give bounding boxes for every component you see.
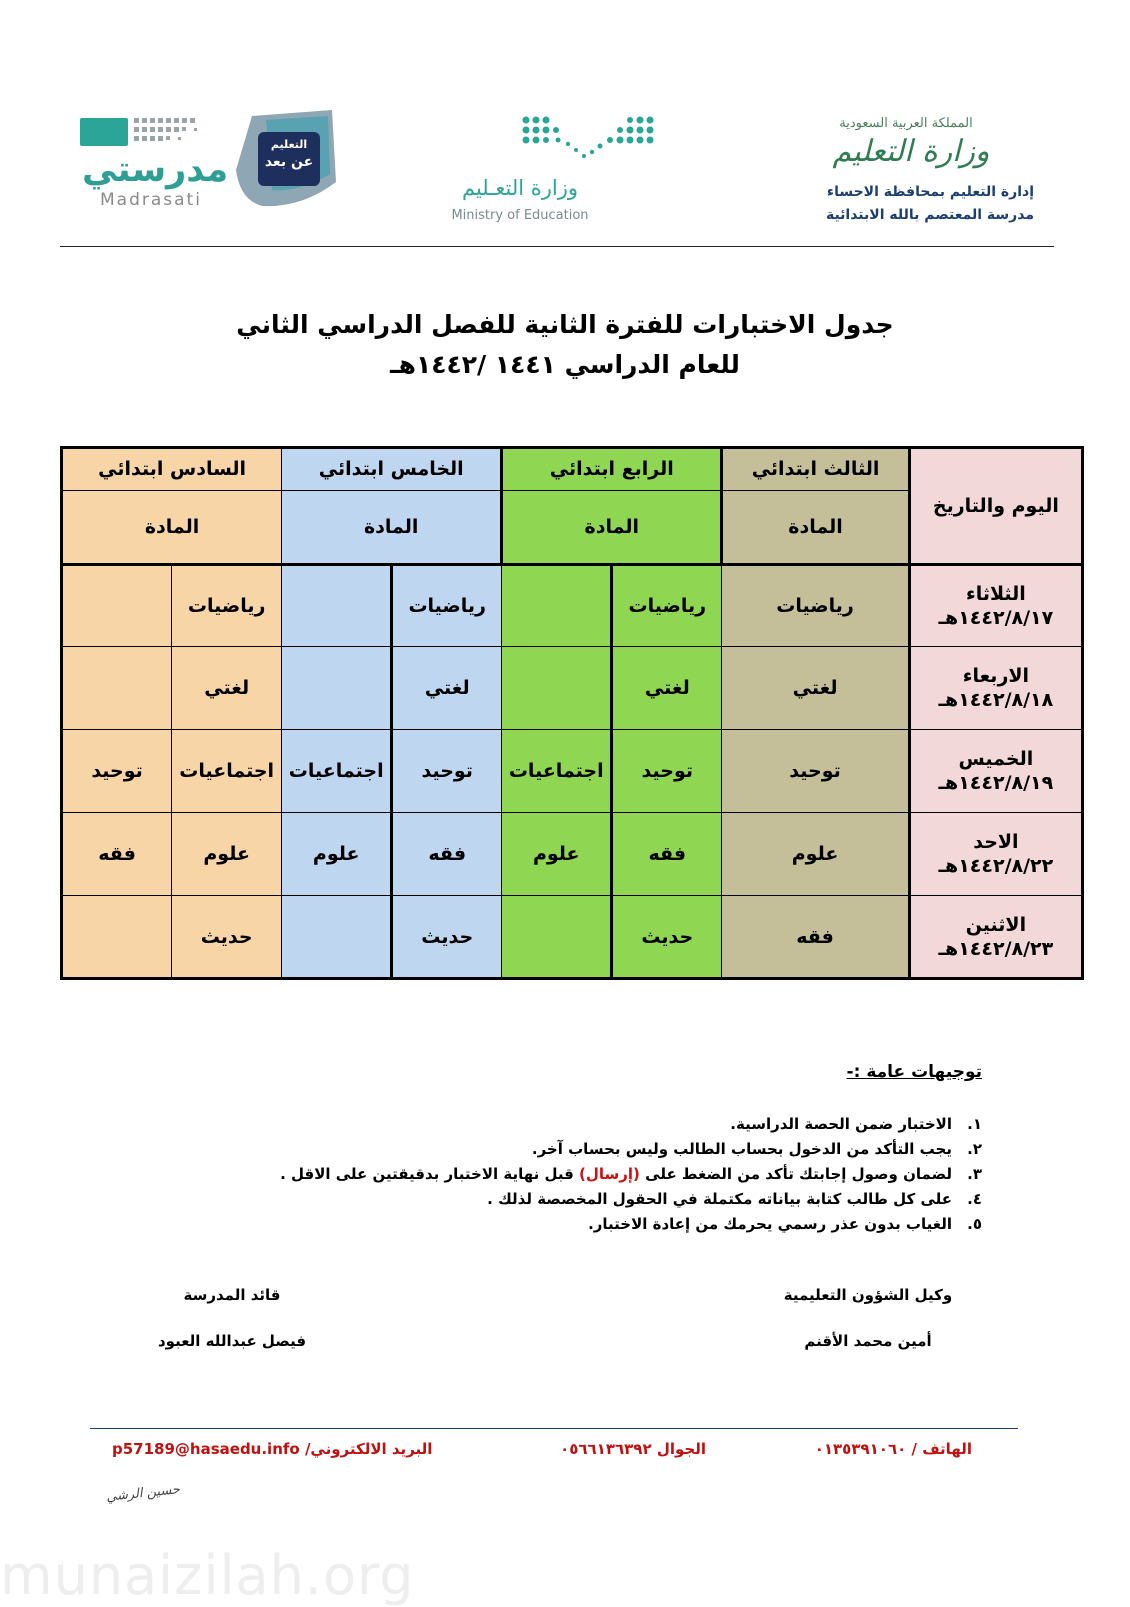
list-item <box>222 1162 982 1187</box>
grade6-subject: لغتي <box>172 647 282 730</box>
day-name: الاثنين <box>965 913 1027 936</box>
grade4-subject <box>502 564 612 647</box>
item-number: ١. <box>967 1115 982 1133</box>
ministry-name-english: Ministry of Education <box>451 208 589 223</box>
grade5-subject: رياضيات <box>392 564 502 647</box>
day-date-header: اليوم والتاريخ <box>909 448 1082 565</box>
day-date: ١٤٤٢/٨/٢٣هـ <box>938 937 1054 960</box>
grade4-subject: لغتي <box>612 647 722 730</box>
item-text: على كل طالب كتابة بياناته مكتملة في الحقول المخصصة لذلك . <box>487 1190 952 1208</box>
deputy-name: أمين محمد الأقنم <box>804 1332 932 1350</box>
guidance-title: توجيهات عامة :- <box>846 1062 982 1082</box>
item-number: ٤. <box>967 1190 982 1208</box>
grade5-subject: حديث <box>392 896 502 979</box>
item-number: ٥. <box>967 1215 982 1233</box>
table-row <box>62 730 1083 813</box>
grade6-header: السادس ابتدائي <box>62 448 282 491</box>
item-text: الاختبار ضمن الحصة الدراسية. <box>730 1115 952 1133</box>
day-date: ١٤٤٢/٨/١٧هـ <box>938 607 1054 630</box>
grade6-subject: رياضيات <box>172 564 282 647</box>
grade4-subject <box>502 896 612 979</box>
grade6-subject: فقه <box>62 813 172 896</box>
day-cell <box>909 813 1082 896</box>
item-text: قبل نهاية الاختبار بدقيقتين على الاقل . <box>280 1165 580 1183</box>
grade4-header: الرابع ابتدائي <box>502 448 722 491</box>
item-text: يجب التأكد من الدخول بحساب الطالب وليس بحساب آخر. <box>531 1140 952 1158</box>
handwritten-signature: حسين الرشي <box>105 1482 181 1505</box>
grade5-subject <box>282 564 392 647</box>
grade4-subject: توحيد <box>612 730 722 813</box>
table-row <box>62 564 1083 647</box>
grade5-subject: فقه <box>392 813 502 896</box>
grade6-subject: علوم <box>172 813 282 896</box>
grade3-header: الثالث ابتدائي <box>722 448 909 491</box>
grade5-header: الخامس ابتدائي <box>282 448 502 491</box>
grade5-subject: اجتماعيات <box>282 730 392 813</box>
day-cell <box>909 647 1082 730</box>
grade4-subject: اجتماعيات <box>502 730 612 813</box>
grade5-subject: لغتي <box>392 647 502 730</box>
grade5-subject <box>282 647 392 730</box>
grade5-subject-header: المادة <box>282 490 502 564</box>
table-row <box>62 647 1083 730</box>
day-name: الثلاثاء <box>965 583 1026 606</box>
madrasati-english-logo-text: Madrasati <box>100 190 202 210</box>
grade4-subject: رياضيات <box>612 564 722 647</box>
day-name: الاحد <box>973 831 1019 854</box>
item-text: الغياب بدون عذر رسمي يحرمك من إعادة الاختبار. <box>588 1215 952 1233</box>
deputy-title: وكيل الشؤون التعليمية <box>783 1286 953 1304</box>
grade3-subject-header: المادة <box>722 490 909 564</box>
grade4-subject <box>502 647 612 730</box>
list-item <box>222 1212 982 1237</box>
school-label: مدرسة المعتصم بالله الابتدائية <box>825 207 1034 223</box>
document-subtitle: للعام الدراسي ١٤٤١ /١٤٤٢هـ <box>390 350 740 379</box>
list-item <box>222 1137 982 1162</box>
email-label: البريد الالكتروني/ p57189@hasaedu.info <box>112 1440 433 1458</box>
day-cell <box>909 564 1082 647</box>
grade4-subject: فقه <box>612 813 722 896</box>
day-name: الخميس <box>958 748 1034 771</box>
madrasati-arabic-logo-text: مدرستي <box>82 150 229 190</box>
grade6-subject <box>62 896 172 979</box>
guidance-list <box>222 1112 982 1237</box>
table-row <box>62 813 1083 896</box>
madrasati-logo-icon <box>80 116 230 152</box>
principal-name: فيصل عبدالله العبود <box>157 1332 307 1350</box>
footer-divider <box>90 1428 1018 1429</box>
badge-line1: التعليم <box>270 138 308 151</box>
directorate-label: إدارة التعليم بمحافظة الاحساء <box>826 184 1034 200</box>
ministry-logo-dots-icon <box>518 114 658 166</box>
day-name: الاربعاء <box>962 665 1030 688</box>
grade5-subject <box>282 896 392 979</box>
grade4-subject: حديث <box>612 896 722 979</box>
grade5-subject: علوم <box>282 813 392 896</box>
mobile-label: الجوال ٠٥٦٦١٣٦٣٩٢ <box>560 1440 706 1458</box>
grade6-subject <box>62 564 172 647</box>
exam-schedule-table <box>60 446 1084 980</box>
day-date: ١٤٤٢/٨/٢٢هـ <box>938 855 1054 878</box>
kingdom-label: المملكة العربية السعودية <box>839 116 973 131</box>
grade4-subject: علوم <box>502 813 612 896</box>
grade6-subject-header: المادة <box>62 490 282 564</box>
list-item <box>222 1112 982 1137</box>
principal-title: قائد المدرسة <box>183 1286 281 1304</box>
item-number: ٣. <box>967 1165 982 1183</box>
table-row <box>62 896 1083 979</box>
grade6-subject: توحيد <box>62 730 172 813</box>
day-cell <box>909 896 1082 979</box>
site-watermark: munaizilah.org <box>0 1544 415 1607</box>
item-number: ٢. <box>967 1140 982 1158</box>
grade6-subject <box>62 647 172 730</box>
ministry-name-arabic: وزارة التعـليم <box>461 176 579 200</box>
phone-label: الهاتف / ٠١٣٥٣٩١٠٦٠ <box>814 1440 972 1458</box>
ministry-stylized-logo-text: وزارة التعليم <box>832 134 990 169</box>
grade3-subject: لغتي <box>722 647 909 730</box>
header-divider <box>60 246 1054 247</box>
list-item <box>222 1187 982 1212</box>
grade3-subject: توحيد <box>722 730 909 813</box>
grade6-subject: اجتماعيات <box>172 730 282 813</box>
grade5-subject: توحيد <box>392 730 502 813</box>
send-highlight: (إرسال) <box>579 1165 640 1183</box>
day-date: ١٤٤٢/٨/١٨هـ <box>938 689 1054 712</box>
badge-line2: عن بعد <box>264 154 314 170</box>
grade6-subject: حديث <box>172 896 282 979</box>
document-title: جدول الاختبارات للفترة الثانية للفصل الدراسي الثاني <box>236 310 894 339</box>
day-cell <box>909 730 1082 813</box>
grade3-subject: علوم <box>722 813 909 896</box>
grade4-subject-header: المادة <box>502 490 722 564</box>
grade3-subject: رياضيات <box>722 564 909 647</box>
item-text: لضمان وصول إجابتك تأكد من الضغط على <box>639 1165 952 1183</box>
day-date: ١٤٤٢/٨/١٩هـ <box>938 772 1054 795</box>
grade3-subject: فقه <box>722 896 909 979</box>
